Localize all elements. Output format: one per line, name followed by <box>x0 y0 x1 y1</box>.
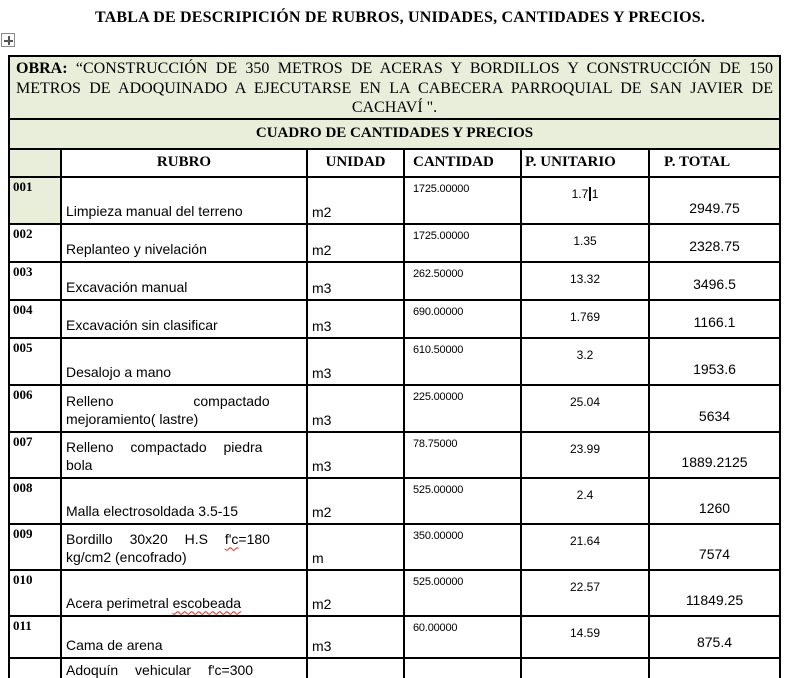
table-body <box>9 56 780 678</box>
item-total-cell[interactable] <box>649 658 780 678</box>
item-quantity-cell[interactable]: 525.00000 <box>404 478 521 524</box>
item-unit-cell[interactable]: m3 <box>307 432 404 478</box>
item-quantity-cell[interactable]: 225.00000 <box>404 385 521 432</box>
desc-text: Acera perimetral <box>66 594 173 611</box>
item-total-cell[interactable]: 11849.25 <box>649 570 780 616</box>
table-row <box>9 570 780 616</box>
item-description-cell[interactable] <box>61 224 307 262</box>
column-header-row <box>9 149 780 177</box>
item-code-cell[interactable]: 007 <box>9 432 61 478</box>
item-quantity-cell[interactable] <box>404 658 521 678</box>
item-unit-cell[interactable]: m3 <box>307 262 404 300</box>
desc-text: bola <box>66 456 93 473</box>
item-total-cell[interactable]: 2949.75 <box>649 177 780 224</box>
item-description-cell[interactable] <box>61 478 307 524</box>
item-description-cell[interactable] <box>61 385 307 432</box>
item-total-cell[interactable]: 1166.1 <box>649 300 780 338</box>
desc-text: Limpieza manual del terreno <box>66 202 243 219</box>
table-row <box>9 524 780 570</box>
item-description-cell[interactable] <box>61 524 307 570</box>
item-unit-price-cell[interactable] <box>521 658 649 678</box>
table-row <box>9 385 780 432</box>
item-code-cell[interactable]: 010 <box>9 570 61 616</box>
item-total-cell[interactable]: 3496.5 <box>649 262 780 300</box>
item-quantity-cell[interactable]: 525.00000 <box>404 570 521 616</box>
obra-text: “CONSTRUCCIÓN DE 350 METROS DE ACERAS Y BORDILLOS Y CONSTRUCCIÓN DE 150 METROS DE ADOQUINADO A EJECUTARSE EN LA CABECERA PARROQUIAL DE SAN JAVIER DE CACHAVÍ ". <box>16 60 774 116</box>
unit-price-text: 1.7 <box>571 186 589 201</box>
item-unit-cell[interactable]: m2 <box>307 224 404 262</box>
table-row <box>9 224 780 262</box>
header-rubro[interactable]: RUBRO <box>61 149 307 177</box>
item-code-cell[interactable]: 005 <box>9 338 61 385</box>
item-code-cell[interactable]: 003 <box>9 262 61 300</box>
item-description-cell[interactable] <box>61 300 307 338</box>
misspelled-word: escobeada <box>172 594 242 611</box>
header-p-unitario[interactable]: P. UNITARIO <box>521 149 649 177</box>
document-title[interactable]: TABLA DE DESCRIPICIÓN DE RUBROS, UNIDADES, CANTIDADES Y PRECIOS. <box>94 9 706 26</box>
item-unit-cell[interactable] <box>307 658 404 678</box>
item-unit-price-cell[interactable]: 22.57 <box>521 570 649 616</box>
item-unit-price-cell[interactable] <box>521 177 649 224</box>
item-description-cell[interactable] <box>61 338 307 385</box>
item-description-cell[interactable] <box>61 616 307 658</box>
item-code-cell[interactable]: 009 <box>9 524 61 570</box>
item-unit-price-cell[interactable]: 23.99 <box>521 432 649 478</box>
move-arrow-horizontal-bar <box>4 40 13 42</box>
desc-text: Desalojo a mano <box>66 363 172 380</box>
item-description-cell[interactable] <box>61 658 307 678</box>
desc-text: Excavación sin clasificar <box>66 316 218 333</box>
table-row <box>9 338 780 385</box>
text-cursor <box>589 187 591 201</box>
item-code-cell[interactable]: 004 <box>9 300 61 338</box>
item-unit-price-cell[interactable]: 3.2 <box>521 338 649 385</box>
item-unit-cell[interactable]: m2 <box>307 177 404 224</box>
item-total-cell[interactable]: 2328.75 <box>649 224 780 262</box>
item-unit-cell[interactable]: m3 <box>307 300 404 338</box>
item-unit-price-cell[interactable]: 21.64 <box>521 524 649 570</box>
item-description-cell[interactable] <box>61 432 307 478</box>
item-unit-price-cell[interactable]: 2.4 <box>521 478 649 524</box>
table-row <box>9 300 780 338</box>
item-code-cell[interactable]: 001 <box>9 177 61 224</box>
header-p-total[interactable]: P. TOTAL <box>649 149 780 177</box>
header-unidad[interactable]: UNIDAD <box>307 149 404 177</box>
item-unit-cell[interactable]: m3 <box>307 616 404 658</box>
table-row <box>9 262 780 300</box>
table-row <box>9 616 780 658</box>
item-quantity-cell[interactable]: 610.50000 <box>404 338 521 385</box>
item-total-cell[interactable]: 1889.2125 <box>649 432 780 478</box>
item-unit-price-cell[interactable]: 13.32 <box>521 262 649 300</box>
item-description-cell[interactable] <box>61 177 307 224</box>
item-unit-cell[interactable]: m2 <box>307 570 404 616</box>
table-row <box>9 658 780 678</box>
item-quantity-cell[interactable]: 78.75000 <box>404 432 521 478</box>
table-row <box>9 432 780 478</box>
desc-text: Excavación manual <box>66 278 188 295</box>
obra-cell[interactable] <box>9 56 780 119</box>
desc-text: mejoramiento( lastre) <box>66 410 199 427</box>
desc-text: Bordillo 30x20 H.S <box>66 530 225 547</box>
item-description-cell[interactable] <box>61 570 307 616</box>
desc-text: =180 <box>238 530 270 547</box>
section-title-row <box>9 119 780 149</box>
desc-text: Replanteo y nivelación <box>66 240 207 257</box>
item-quantity-cell[interactable]: 1725.00000 <box>404 224 521 262</box>
item-total-cell[interactable]: 7574 <box>649 524 780 570</box>
item-quantity-cell[interactable]: 1725.00000 <box>404 177 521 224</box>
desc-text: Relleno compactado <box>66 392 270 409</box>
item-unit-price-cell[interactable]: 14.59 <box>521 616 649 658</box>
cantidades-precios-table <box>8 55 781 678</box>
item-unit-cell[interactable]: m3 <box>307 338 404 385</box>
obra-row <box>9 56 780 119</box>
item-code-cell[interactable]: 002 <box>9 224 61 262</box>
table-row <box>9 177 780 224</box>
item-quantity-cell[interactable]: 350.00000 <box>404 524 521 570</box>
item-unit-price-cell[interactable]: 25.04 <box>521 385 649 432</box>
item-description-cell[interactable] <box>61 262 307 300</box>
item-quantity-cell[interactable]: 690.00000 <box>404 300 521 338</box>
header-cantidad[interactable]: CANTIDAD <box>404 149 521 177</box>
item-code-cell[interactable]: 008 <box>9 478 61 524</box>
item-total-cell[interactable]: 5634 <box>649 385 780 432</box>
desc-text: kg/cm2 (encofrado) <box>66 548 187 565</box>
table-row <box>9 478 780 524</box>
section-title-cell[interactable]: CUADRO DE CANTIDADES Y PRECIOS <box>9 119 780 149</box>
item-total-cell[interactable]: 875.4 <box>649 616 780 658</box>
item-unit-cell[interactable]: m <box>307 524 404 570</box>
item-unit-cell[interactable]: m2 <box>307 478 404 524</box>
item-quantity-cell[interactable]: 60.00000 <box>404 616 521 658</box>
item-total-cell[interactable]: 1260 <box>649 478 780 524</box>
item-total-cell[interactable]: 1953.6 <box>649 338 780 385</box>
item-unit-price-cell[interactable]: 1.35 <box>521 224 649 262</box>
header-code-cell[interactable] <box>9 149 61 177</box>
desc-text: Malla electrosoldada 3.5-15 <box>66 502 238 519</box>
item-unit-cell[interactable]: m3 <box>307 385 404 432</box>
obra-label: OBRA: <box>16 60 68 77</box>
table-move-handle-icon[interactable] <box>1 33 15 47</box>
item-code-cell[interactable]: 006 <box>9 385 61 432</box>
desc-text: Cama de arena <box>66 636 163 653</box>
desc-text: Relleno compactado piedra <box>66 438 263 455</box>
item-code-cell[interactable]: 011 <box>9 616 61 658</box>
unit-price-text: 1 <box>591 186 599 201</box>
item-quantity-cell[interactable]: 262.50000 <box>404 262 521 300</box>
item-unit-price-cell[interactable]: 1.769 <box>521 300 649 338</box>
misspelled-word: f'c <box>224 530 239 547</box>
desc-text: Adoquín vehicular f'c=300 <box>66 661 254 678</box>
item-code-cell[interactable] <box>9 658 61 678</box>
